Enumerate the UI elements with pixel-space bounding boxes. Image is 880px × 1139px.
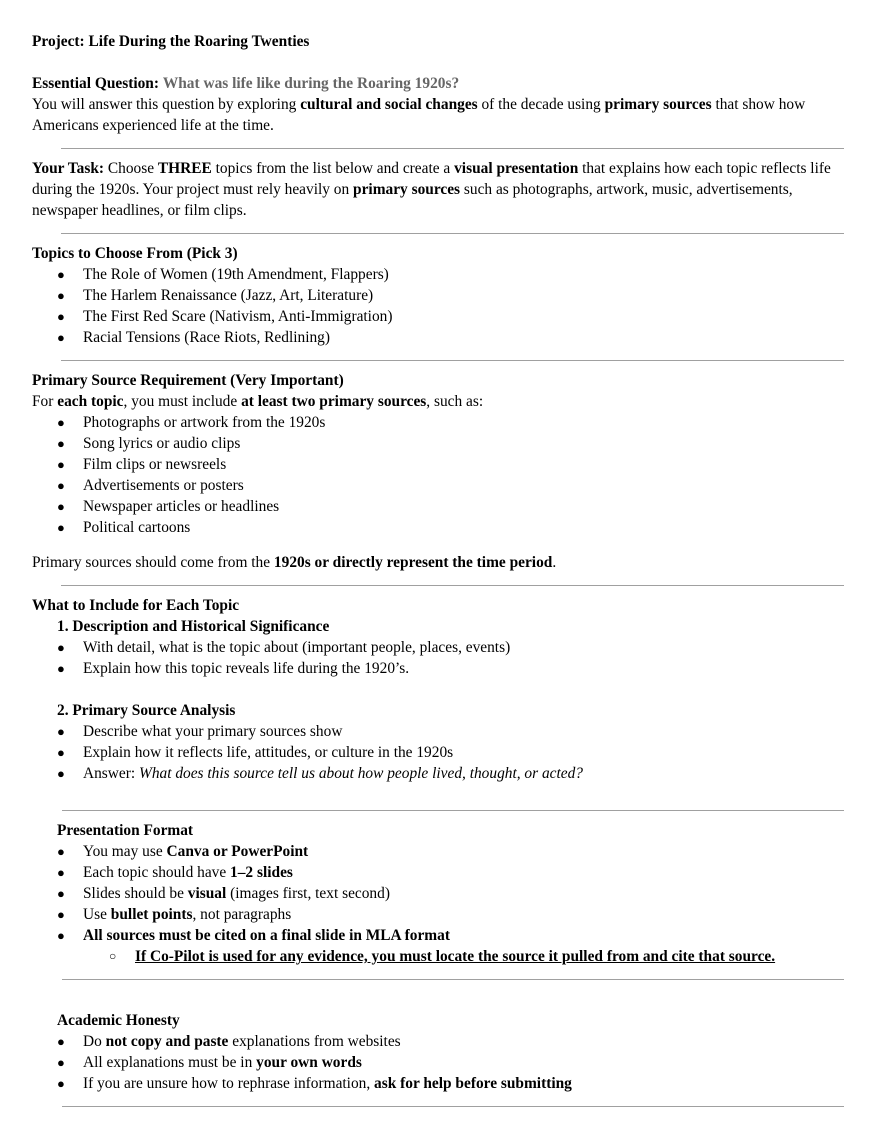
divider [62,1106,844,1107]
list-item: ● Slides should be visual (images first, text second) [57,885,390,902]
list-item: ● Photographs or artwork from the 1920s [57,414,326,431]
list-item: ● Describe what your primary sources show [57,723,343,740]
list-item: ● The Harlem Renaissance (Jazz, Art, Literature) [57,287,374,304]
list-item: ● The First Red Scare (Nativism, Anti-Immigration) [57,308,393,325]
list-item: ● Do not copy and paste explanations from websites [57,1033,401,1050]
include-heading: What to Include for Each Topic [32,597,240,614]
format-heading: Presentation Format [57,822,194,839]
topics-list [32,264,844,348]
list-item: ● All sources must be cited on a final slide in MLA format [57,927,450,944]
requirement-heading: Primary Source Requirement (Very Important) [32,372,344,389]
list-item: ● All explanations must be in your own words [57,1054,362,1071]
essential-description: You will answer this question by exploring cultural and social changes of the decade using primary sources that show how Americans experienced life at the time. [32,96,806,134]
source-types-list [32,412,844,538]
honesty-list [32,1031,844,1094]
topics-heading: Topics to Choose From (Pick 3) [32,245,238,262]
list-item: ● Song lyrics or audio clips [57,435,241,452]
document [32,31,844,1107]
list-item: ● Film clips or newsreels [57,456,227,473]
include-subheading-analysis: 2. Primary Source Analysis [57,702,236,719]
include-subheading-description: 1. Description and Historical Significance [57,618,330,635]
project-title: Project: Life During the Roaring Twenties [32,33,310,50]
list-item: ● Political cartoons [57,519,191,536]
essential-question: Essential Question: What was life like during the Roaring 1920s? [32,75,460,92]
requirement-note: Primary sources should come from the 1920s or directly represent the time period. [32,554,557,571]
list-item: ● Explain how it reflects life, attitudes, or culture in the 1920s [57,744,454,761]
description-list [32,637,844,679]
list-item: ● The Role of Women (19th Amendment, Flappers) [57,266,389,283]
list-item: ● With detail, what is the topic about (important people, places, events) [57,639,511,656]
list-item: ○ If Co-Pilot is used for any evidence, you must locate the source it pulled from and cite that source. [109,948,776,965]
list-item: ● Answer: What does this source tell us about how people lived, thought, or acted? [57,765,583,782]
list-item: ● Newspaper articles or headlines [57,498,280,515]
honesty-heading: Academic Honesty [57,1012,180,1029]
list-item: ● Each topic should have 1–2 slides [57,864,293,881]
list-item: ● If you are unsure how to rephrase information, ask for help before submitting [57,1075,572,1092]
list-item: ● Explain how this topic reveals life during the 1920’s. [57,660,410,677]
list-item: ● You may use Canva or PowerPoint [57,843,309,860]
analysis-list [32,721,844,784]
list-item: ● Advertisements or posters [57,477,244,494]
list-item: ● Racial Tensions (Race Riots, Redlining) [57,329,330,346]
list-item: ● Use bullet points, not paragraphs [57,906,292,923]
requirement-intro: For each topic, you must include at least two primary sources, such as: [32,393,484,410]
your-task: Your Task: Choose THREE topics from the list below and create a visual presentation that explains how each topic reflects life during the 1920s. Your project must rely heavily on primary sources such as photographs, artwork, music, advertisements, newspaper headlines, or film clips. [32,160,831,219]
format-list [32,841,844,967]
